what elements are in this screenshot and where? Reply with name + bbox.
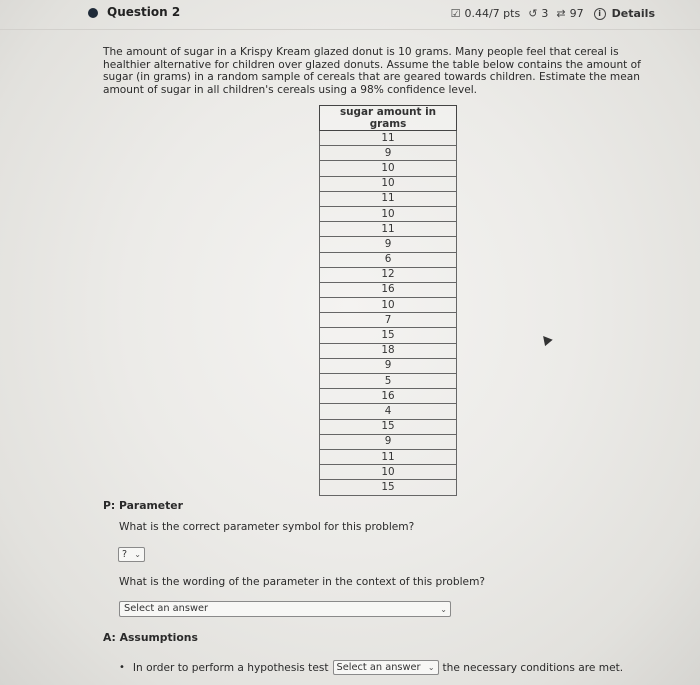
table-cell: 11 — [320, 222, 457, 237]
table-row — [320, 237, 457, 252]
retry-icon: ↺ — [528, 7, 538, 20]
table-cell: 16 — [320, 282, 457, 297]
hypothesis-test-select[interactable] — [333, 660, 439, 675]
table-cell: 10 — [320, 206, 457, 221]
question-status-dot — [88, 8, 98, 18]
table-cell: 11 — [320, 449, 457, 464]
table-cell: 10 — [320, 298, 457, 313]
table-row — [320, 313, 457, 328]
table-row — [320, 298, 457, 313]
table-row — [320, 374, 457, 389]
table-row — [320, 131, 457, 146]
table-cell: 12 — [320, 267, 457, 282]
table-cell: 15 — [320, 480, 457, 495]
table-cell: 18 — [320, 343, 457, 358]
table-row — [320, 389, 457, 404]
table-row — [320, 191, 457, 206]
table-row — [320, 146, 457, 161]
attempts-count: 3 — [541, 7, 549, 20]
chevron-down-icon: ⌄ — [440, 605, 447, 614]
question-header — [0, 0, 700, 30]
parameter-wording-value: Select an answer — [124, 603, 209, 614]
parameter-symbol-value: ? — [122, 549, 128, 560]
table-cell: 6 — [320, 252, 457, 267]
table-row — [320, 328, 457, 343]
table-row — [320, 176, 457, 191]
table-row — [320, 343, 457, 358]
table-header: sugar amount in grams — [320, 106, 457, 131]
table-cell: 11 — [320, 131, 457, 146]
table-cell: 4 — [320, 404, 457, 419]
hypothesis-test-value: Select an answer — [336, 662, 421, 673]
details-link[interactable]: Details — [611, 7, 655, 20]
parameter-symbol-question: What is the correct parameter symbol for this problem? — [119, 521, 415, 533]
chevron-down-icon: ⌄ — [134, 550, 141, 559]
table-row — [320, 252, 457, 267]
question-title: Question 2 — [107, 5, 181, 19]
table-cell: 9 — [320, 146, 457, 161]
parameter-wording-question: What is the wording of the parameter in the context of this problem? — [119, 576, 486, 588]
points-text: 0.44/7 pts — [464, 7, 521, 20]
mouse-pointer-icon — [539, 333, 552, 346]
submissions-count: 97 — [569, 7, 584, 20]
table-row — [320, 161, 457, 176]
table-cell: 15 — [320, 419, 457, 434]
table-row — [320, 480, 457, 495]
table-row — [320, 404, 457, 419]
table-cell: 10 — [320, 161, 457, 176]
score-checkbox-icon: ☑ — [450, 7, 461, 20]
table-row — [320, 449, 457, 464]
chevron-down-icon: ⌄ — [427, 663, 435, 672]
table-row — [320, 222, 457, 237]
table-row — [320, 465, 457, 480]
assumption-suffix: the necessary conditions are met. — [442, 661, 624, 674]
parameter-symbol-select[interactable] — [118, 547, 145, 562]
table-row — [320, 358, 457, 373]
table-cell: 16 — [320, 389, 457, 404]
table-cell: 10 — [320, 176, 457, 191]
parameter-wording-select[interactable] — [119, 601, 451, 617]
table-row — [320, 434, 457, 449]
table-cell: 9 — [320, 358, 457, 373]
sugar-data-table — [319, 105, 457, 496]
table-cell: 9 — [320, 237, 457, 252]
table-body — [320, 131, 457, 496]
table-cell: 7 — [320, 313, 457, 328]
submissions-icon: ⇄ — [556, 7, 566, 20]
table-cell: 10 — [320, 465, 457, 480]
assumption-prefix: In order to perform a hypothesis test — [132, 661, 329, 674]
question-meta — [451, 7, 655, 20]
table-cell: 9 — [320, 434, 457, 449]
table-row — [320, 206, 457, 221]
table-cell: 11 — [320, 191, 457, 206]
table-cell: 5 — [320, 374, 457, 389]
table-row — [320, 282, 457, 297]
table-row — [320, 267, 457, 282]
info-icon[interactable]: i — [594, 8, 606, 20]
parameter-section-title: P: Parameter — [103, 499, 183, 512]
assumptions-section-title: A: Assumptions — [103, 631, 198, 644]
table-cell: 15 — [320, 328, 457, 343]
bullet-icon: • — [119, 662, 125, 673]
question-prompt: The amount of sugar in a Krispy Kream glazed donut is 10 grams. Many people feel that cereal is healthier alternative for children over glazed donuts. Assume the table below contains the amount of sugar (in grams) in a random sample of cereals that are geared towards children. Estimate the mean amount of sugar in all children's cereals using a 98% confidence level. — [103, 46, 641, 96]
table-row — [320, 419, 457, 434]
assumption-bullet — [119, 660, 623, 675]
